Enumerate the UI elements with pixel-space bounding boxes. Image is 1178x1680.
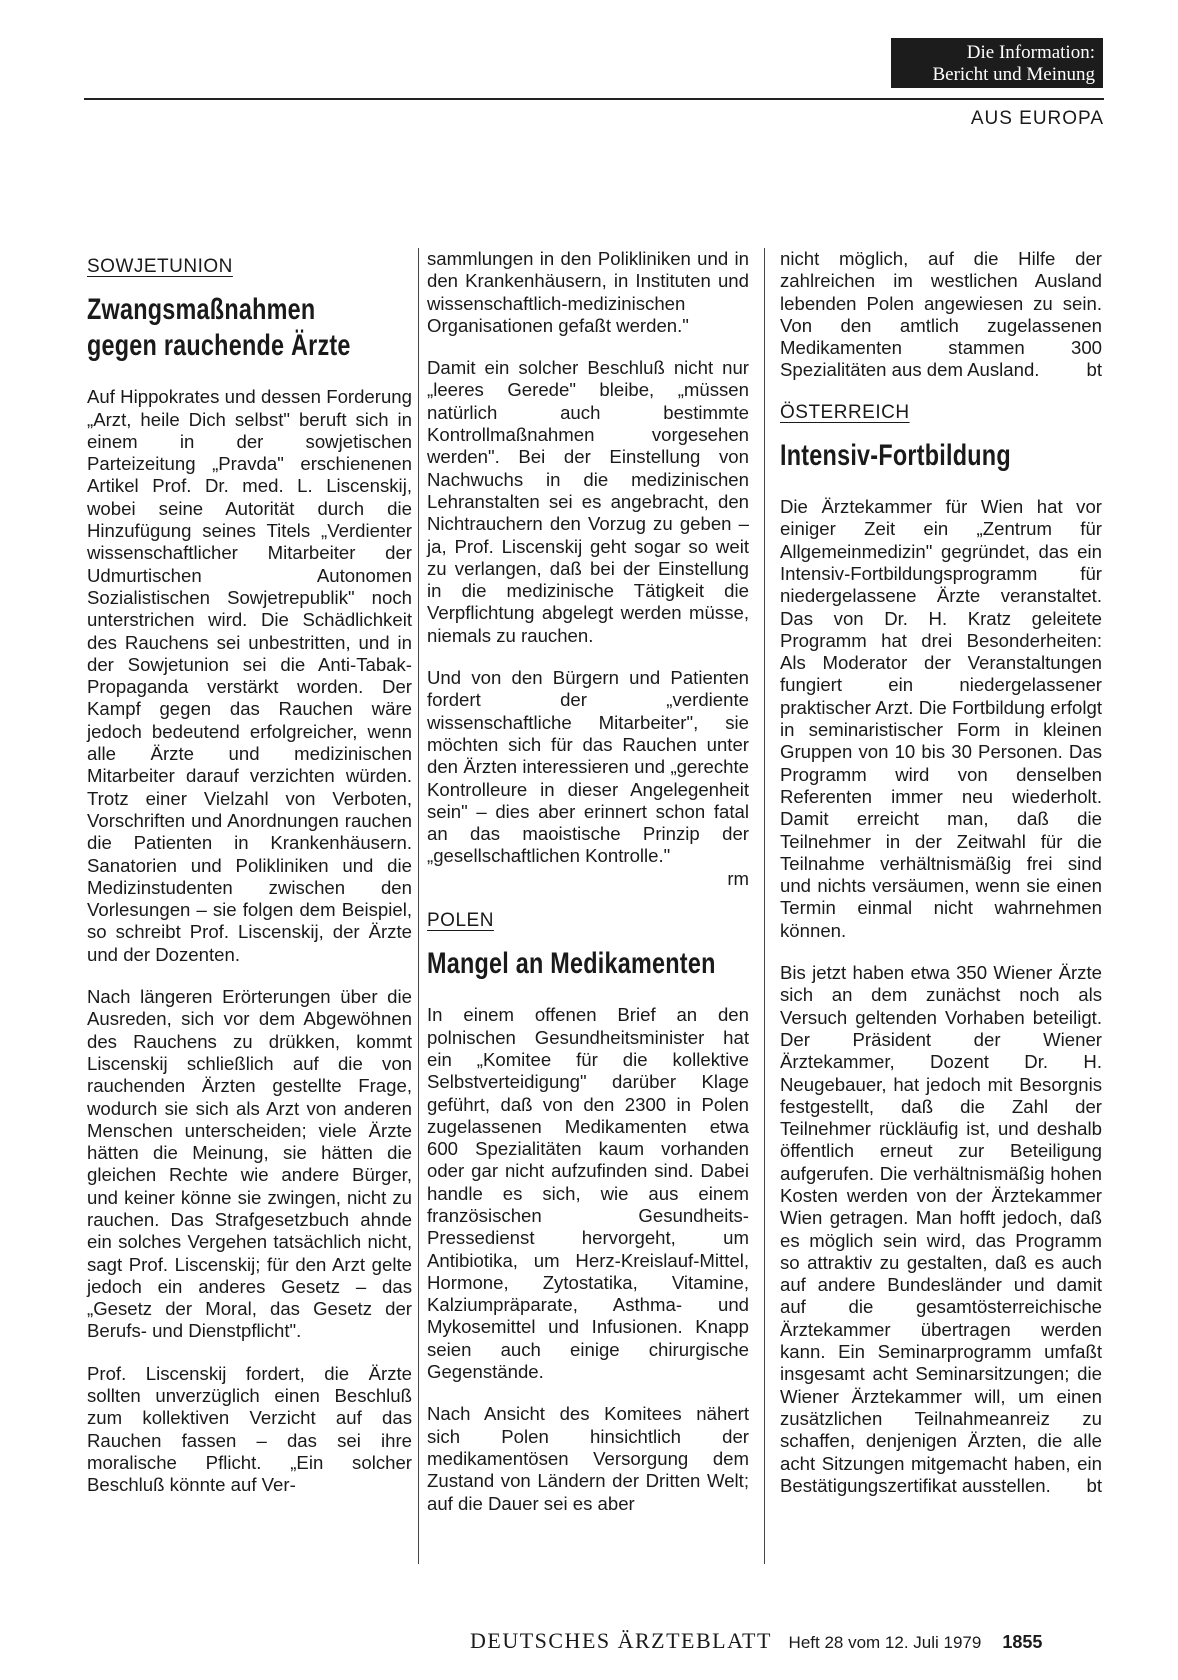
headline-line-2: gegen rauchende Ärzte xyxy=(87,329,351,363)
paragraph-text: Und von den Bürgern und Patienten fordert der „verdiente wissenschaftliche Mitarbeiter", sie möchten sich für das Rauchen unter den Ärzten interessieren und „gerechte Kontrolleure in dieser Angelegenheit sein" – dies aber erinnert schon fatal an das maoistische Prinzip der „gesellschaftlichen Kontrolle." xyxy=(427,667,749,867)
paragraph xyxy=(780,962,1102,1497)
headline-zwangsmassnahmen xyxy=(87,292,411,364)
country-label-sowjetunion: SOWJETUNION xyxy=(87,256,233,277)
headline-intensiv-fortbildung: Intensiv-Fortbildung xyxy=(780,439,1011,473)
country-label-polen: POLEN xyxy=(427,910,494,932)
paragraph xyxy=(427,667,749,890)
column-3 xyxy=(780,248,1102,1517)
author-signature: bt xyxy=(1086,359,1102,381)
rubric-line-1: Die Information: xyxy=(966,42,1095,63)
paragraph: Nach Ansicht des Komitees nähert sich Polen hinsichtlich der medikamentösen Versorgung dem Zustand von Ländern der Dritten Welt; auf die Dauer sei es aber xyxy=(427,1403,749,1514)
journal-name: DEUTSCHES ÄRZTEBLATT xyxy=(470,1628,772,1653)
paragraph: In einem offenen Brief an den polnischen Gesundheitsminister hat ein „Komitee für die kollektive Selbstverteidigung" darüber Klage geführt, daß von den 2300 in Polen zugelassenen Medikamenten etwa 600 Spezialitäten kaum vorhanden oder gar nicht aufzufinden sind. Dabei handle es sich, wie aus einem französischen Gesundheits-Pressedienst hervorgeht, um Antibiotika, um Herz-Kreislauf-Mittel, Hormone, Zytostatika, Vitamine, Kalziumpräparate, Asthma- und Mykosemittel und Infusionen. Knapp seien auch einige chirurgische Gegenstände. xyxy=(427,1004,749,1383)
paragraph: Nach längeren Erörterungen über die Ausreden, sich vor dem Abgewöhnen des Rauchens zu drükken, kommt Liscenskij schließlich auf die von rauchenden Ärzten gestellte Frage, wodurch sie sich als Arzt von anderen Menschen unterscheiden; viele Ärzte hätten die Meinung, sie hätten die gleichen Rechte wie andere Bürger, und keiner könne sie zwingen, nicht zu rauchen. Das Strafgesetzbuch ahnde ein solches Vergehen tatsächlich nicht, sagt Prof. Liscenskij; für den Arzt gelte jedoch ein anderes Gesetz – das „Gesetz der Moral, das Gesetz der Berufs- und Dienstpflicht". xyxy=(87,986,412,1342)
author-signature-row xyxy=(427,868,749,890)
paragraph: sammlungen in den Polikliniken und in den Krankenhäusern, in Instituten und wissenschaftlich-medizinischen Organisationen gefaßt werden." xyxy=(427,248,749,336)
header-rule xyxy=(84,98,1104,100)
author-signature: rm xyxy=(727,867,749,889)
paragraph: Prof. Liscenskij fordert, die Ärzte sollten unverzüglich einen Beschluß zum kollektiven Verzicht auf das Rauchen fassen – das sei ihre moralische Pflicht. „Ein solcher Beschluß könnte auf Ver- xyxy=(87,1362,412,1496)
author-signature: bt xyxy=(1086,1474,1102,1496)
page-footer xyxy=(470,1628,1042,1654)
page-number: 1855 xyxy=(1002,1632,1043,1652)
paragraph: Damit ein solcher Beschluß nicht nur „leeres Gerede" bleibe, „müssen natürlich auch bestimmte Kontrollmaßnahmen vorgesehen werden". Bei der Einstellung von Nachwuchs in die medizinischen Lehranstalten sei es angebracht, den Nichtrauchern den Vorzug zu geben – ja, Prof. Liscenskij geht sogar so weit zu verlangen, daß bei der Einstellung in die medizinische Tätigkeit die Verpflichtung abgelegt werden müsse, niemals zu rauchen. xyxy=(427,357,749,646)
country-label-oesterreich: ÖSTERREICH xyxy=(780,401,910,423)
column-divider-2 xyxy=(764,248,765,1564)
rubric-box xyxy=(891,38,1103,88)
paragraph-text: nicht möglich, auf die Hilfe der zahlreichen im westlichen Ausland lebenden Polen angewiesen zu sein. Von den amtlich zugelassenen Medikamenten stammen 300 Spezialitäten aus dem Ausland. xyxy=(780,248,1102,381)
paragraph: Auf Hippokrates und dessen Forderung „Arzt, heile Dich selbst" beruft sich in einem in der sowjetischen Parteizeitung „Pravda" erschienenen Artikel Prof. Dr. med. L. Liscenskij, wobei seine Autorität durch die Hinzufügung seines Titels „Verdienter wissenschaftlicher Mitarbeiter der Udmurtischen Autonomen Sozialistischen Sowjetrepublik" noch unterstrichen wird. Die Schädlichkeit des Rauchens sei unbestritten, und in der Sowjetunion sei die Anti-Tabak-Propaganda verstärkt worden. Der Kampf gegen das Rauchen wäre jedoch bedeutend erfolgreicher, wenn alle Ärzte und medizinischen Mitarbeiter darauf verzichten würden. Trotz einer Vielzahl von Verboten, Vorschriften und Anordnungen rauchen die Patienten in Krankenhäusern. Sanatorien und Polikliniken und die Medizinstudenten zwischen den Vorlesungen – sie folgen dem Beispiel, so schreibt Prof. Liscenskij, der Ärzte und der Dozenten. xyxy=(87,386,412,965)
headline-line-1: Zwangsmaßnahmen xyxy=(87,293,316,327)
section-label: AUS EUROPA xyxy=(970,108,1104,129)
rubric-line-2: Bericht und Meinung xyxy=(932,64,1095,85)
paragraph-text: Bis jetzt haben etwa 350 Wiener Ärzte sich an dem zunächst noch als Versuch geltenden Vorhaben beteiligt. Der Präsident der Wiener Ärztekammer, Dozent Dr. H. Neugebauer, hat jedoch mit Besorgnis festgestellt, daß die Zahl der Teilnehmer rückläufig ist, und deshalb öffentlich erneut zur Beteiligung aufgerufen. Die verhältnismäßig hohen Kosten werden von der Ärztekammer Wien getragen. Man hofft jedoch, daß es möglich sein wird, das Programm so attraktiv zu gestalten, daß es auch auf andere Bundesländer und damit auf die gesamtösterreichische Ärztekammer übertragen werden kann. Ein Seminarprogramm umfaßt insgesamt acht Seminarsitzungen; die Wiener Ärztekammer will, um einen zusätzlichen Teilnahmeanreiz zu schaffen, denjenigen Ärzten, die alle acht Sitzungen mitgemacht haben, ein Bestätigungszertifikat ausstellen. xyxy=(780,962,1102,1496)
issue-info: Heft 28 vom 12. Juli 1979 xyxy=(788,1633,982,1652)
column-divider-1 xyxy=(418,248,419,1564)
paragraph: Die Ärztekammer für Wien hat vor einiger Zeit ein „Zentrum für Allgemeinmedizin" gegründet, das ein Intensiv-Fortbildungsprogramm für niedergelassene Ärzte veranstaltet. Das von Dr. H. Kratz geleitete Programm hat drei Besonderheiten: Als Moderator der Veranstaltungen fungiert ein niedergelassener praktischer Arzt. Die Fortbildung erfolgt in seminaristischer Form in kleinen Gruppen von 10 bis 30 Personen. Das Programm wird von denselben Referenten immer neu wiederholt. Damit erreicht man, daß die Teilnehmer in der Zeitwahl für die Teilnahme verhältnismäßig frei sind und nichts versäumen, wenn sie einen Termin einmal nicht wahrnehmen können. xyxy=(780,496,1102,941)
headline-mangel: Mangel an Medikamenten xyxy=(427,947,716,981)
column-2 xyxy=(427,248,749,1535)
column-1 xyxy=(87,248,412,1517)
paragraph xyxy=(780,248,1102,382)
